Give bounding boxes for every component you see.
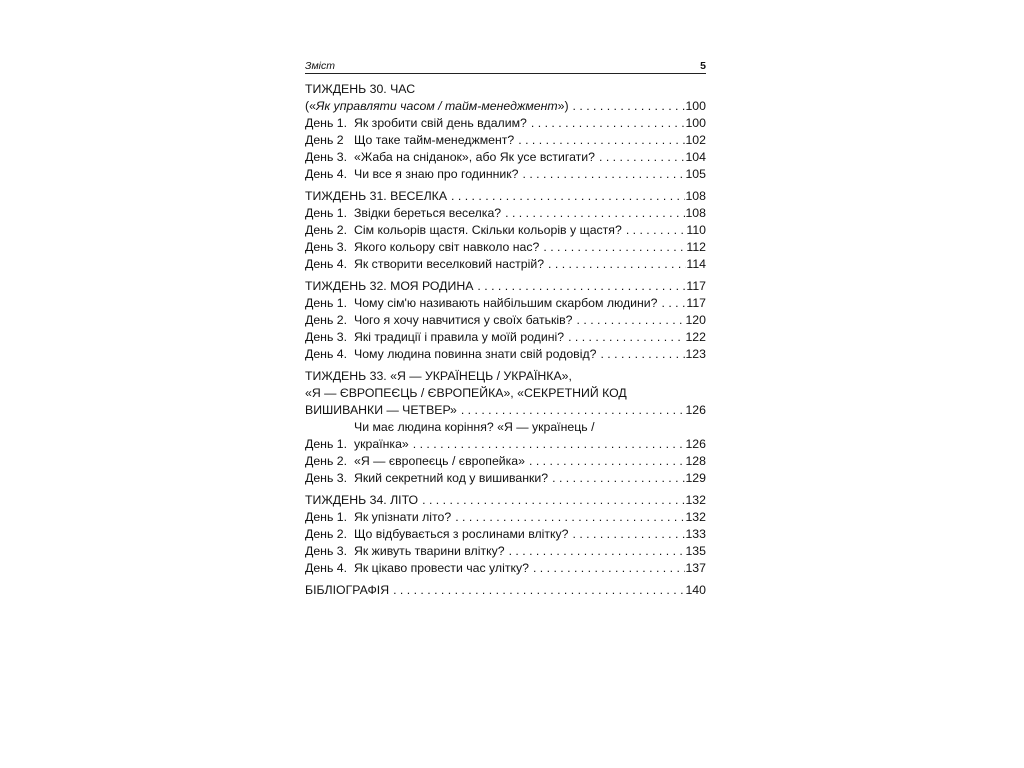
dot-leader (539, 239, 686, 256)
entry-line (354, 115, 706, 132)
entry-title: Чому сім'ю називають найбільшим скарбом людини? (354, 296, 658, 310)
entry-page-number: 110 (686, 223, 706, 237)
toc-section (305, 188, 706, 273)
dot-leader (409, 436, 686, 453)
entry-page-number: 114 (686, 257, 706, 271)
dot-leader (569, 98, 686, 115)
entry-body (354, 560, 706, 577)
entry-line (354, 149, 706, 166)
toc-entry (305, 453, 706, 470)
dot-leader (501, 205, 685, 222)
entry-line (354, 470, 706, 487)
toc-entry (305, 132, 706, 149)
dot-leader (529, 560, 686, 577)
entry-title: Які традиції і правила у моїй родині? (354, 330, 565, 344)
section-page-number: 117 (686, 279, 706, 293)
entry-title: Чого я хочу навчитися у своїх батьків? (354, 313, 573, 327)
section-heading (305, 188, 706, 205)
section-heading-text (305, 278, 473, 295)
dot-leader (544, 256, 686, 273)
entry-line (354, 205, 706, 222)
toc-entry (305, 205, 706, 222)
toc-entry (305, 149, 706, 166)
entry-page-number: 126 (685, 437, 706, 451)
entry-title: Чому людина повинна знати свій родовід? (354, 347, 597, 361)
entry-day-label: День 3. (305, 544, 348, 558)
dot-leader (525, 453, 685, 470)
entry-body (354, 256, 706, 273)
section-heading-text (305, 98, 569, 115)
section-heading (305, 582, 706, 599)
entry-title: Який секретний код у вишиванки? (354, 471, 549, 485)
entry-line (354, 295, 706, 312)
entry-title: Що відбувається з рослинами влітку? (354, 527, 569, 541)
entry-day-label: День 1. (305, 116, 348, 130)
toc-entry (305, 295, 706, 312)
toc-entry (305, 239, 706, 256)
entry-body (354, 239, 706, 256)
heading-text-post: ») (557, 99, 569, 113)
section-page-number: 140 (685, 583, 706, 597)
entry-day-label: День 3. (305, 150, 348, 164)
entry-title: «Я — європеєць / європейка» (354, 454, 525, 468)
entry-line (354, 256, 706, 273)
section-page-number: 108 (685, 189, 706, 203)
dot-leader (658, 295, 687, 312)
entry-line (354, 239, 706, 256)
toc-entry (305, 419, 706, 453)
heading-text-italic: Як управляти часом / тайм-менеджмент (315, 99, 558, 113)
entry-body (354, 346, 706, 363)
toc-entry (305, 115, 706, 132)
toc-entry (305, 470, 706, 487)
dot-leader (473, 278, 686, 295)
dot-leader (505, 543, 686, 560)
entry-body (354, 222, 706, 239)
entry-page-number: 100 (685, 116, 706, 130)
toc-section (305, 81, 706, 183)
entry-body (354, 329, 706, 346)
toc-entry (305, 526, 706, 543)
toc-section (305, 492, 706, 577)
entry-body (354, 312, 706, 329)
section-heading (305, 402, 706, 419)
header-page-number: 5 (700, 60, 706, 72)
entry-page-number: 123 (685, 347, 706, 361)
entry-title: «Жаба на сніданок», або Як усе встигати? (354, 150, 595, 164)
entry-line (354, 436, 706, 453)
entry-body (354, 132, 706, 149)
dot-leader (573, 312, 686, 329)
dot-leader (596, 346, 685, 363)
section-heading-line: «Я — ЄВРОПЕЄЦЬ / ЄВРОПЕЙКА», «СЕКРЕТНИЙ КОД (305, 386, 627, 400)
heading-text-pre: ВИШИВАНКИ — ЧЕТВЕР» (305, 403, 457, 417)
entry-day-label: День 4. (305, 167, 348, 181)
entry-page-number: 104 (685, 150, 706, 164)
entry-line (354, 509, 706, 526)
dot-leader (514, 132, 685, 149)
heading-text-pre: ТИЖДЕНЬ 31. ВЕСЕЛКА (305, 189, 448, 203)
section-heading-line: ТИЖДЕНЬ 33. «Я — УКРАЇНЕЦЬ / УКРАЇНКА», (305, 369, 572, 383)
entry-title: Якого кольору світ навколо нас? (354, 240, 540, 254)
section-heading (305, 492, 706, 509)
toc-entry (305, 222, 706, 239)
entry-body (354, 166, 706, 183)
toc-entry (305, 543, 706, 560)
toc-section (305, 582, 706, 599)
toc-entry (305, 166, 706, 183)
entry-body (354, 453, 706, 470)
entry-day-label: День 4. (305, 561, 348, 575)
heading-text-pre: (« (305, 99, 316, 113)
dot-leader (622, 222, 687, 239)
entry-page-number: 108 (685, 206, 706, 220)
entry-title: Чи все я знаю про годинник? (354, 167, 519, 181)
entry-day-label: День 2. (305, 223, 348, 237)
entry-day-label: День 2 (305, 133, 344, 147)
entry-title: Що таке тайм-менеджмент? (354, 133, 515, 147)
entry-body (354, 115, 706, 132)
dot-leader (564, 329, 685, 346)
entry-day-label: День 2. (305, 527, 348, 541)
toc-entry (305, 346, 706, 363)
dot-leader (519, 166, 686, 183)
table-of-contents (305, 81, 706, 599)
entry-day-label: День 1. (305, 437, 348, 451)
entry-line (354, 543, 706, 560)
entry-day-label: День 3. (305, 240, 348, 254)
dot-leader (451, 509, 685, 526)
entry-page-number: 137 (685, 561, 706, 575)
entry-line (354, 329, 706, 346)
entry-title: Сім кольорів щастя. Скільки кольорів у щастя? (354, 223, 622, 237)
entry-line (354, 346, 706, 363)
entry-day-label: День 2. (305, 313, 348, 327)
entry-body (354, 419, 706, 453)
dot-leader (595, 149, 685, 166)
toc-section (305, 368, 706, 487)
entry-page-number: 117 (686, 296, 706, 310)
entry-title: Як створити веселковий настрій? (354, 257, 545, 271)
section-page-number: 100 (685, 99, 706, 113)
entry-line (354, 222, 706, 239)
entry-day-label: День 1. (305, 296, 348, 310)
toc-entry (305, 312, 706, 329)
section-page-number: 126 (685, 403, 706, 417)
entry-title: Як упізнати літо? (354, 510, 452, 524)
entry-title: Як цікаво провести час улітку? (354, 561, 529, 575)
page-header (305, 56, 706, 74)
section-heading-text (305, 402, 457, 419)
toc-entry (305, 329, 706, 346)
section-heading (305, 278, 706, 295)
entry-page-number: 128 (685, 454, 706, 468)
heading-text-pre: ТИЖДЕНЬ 32. МОЯ РОДИНА (305, 279, 474, 293)
dot-leader (418, 492, 685, 509)
entry-title: Як зробити свій день вдалим? (354, 116, 527, 130)
header-title: Зміст (305, 60, 335, 72)
entry-line (354, 166, 706, 183)
entry-body (354, 149, 706, 166)
entry-body (354, 205, 706, 222)
dot-leader (569, 526, 686, 543)
entry-line (354, 526, 706, 543)
entry-line (354, 453, 706, 470)
entry-page-number: 112 (686, 240, 706, 254)
entry-body (354, 295, 706, 312)
entry-page-number: 122 (685, 330, 706, 344)
entry-day-label: День 2. (305, 454, 348, 468)
entry-body (354, 526, 706, 543)
entry-title: українка» (354, 437, 409, 451)
entry-body (354, 470, 706, 487)
entry-day-label: День 3. (305, 471, 348, 485)
toc-section (305, 278, 706, 363)
toc-entry (305, 509, 706, 526)
entry-line (354, 132, 706, 149)
entry-body (354, 543, 706, 560)
entry-day-label: День 4. (305, 257, 348, 271)
heading-text-pre: БІБЛІОГРАФІЯ (305, 583, 390, 597)
entry-page-number: 105 (685, 167, 706, 181)
section-heading-text (305, 582, 389, 599)
heading-text-pre: ТИЖДЕНЬ 34. ЛІТО (305, 493, 419, 507)
section-page-number: 132 (685, 493, 706, 507)
entry-day-label: День 1. (305, 510, 348, 524)
entry-title-line: Чи має людина коріння? «Я — українець / (354, 420, 595, 434)
toc-entry (305, 560, 706, 577)
entry-line (354, 312, 706, 329)
entry-page-number: 120 (685, 313, 706, 327)
toc-entry (305, 256, 706, 273)
dot-leader (527, 115, 686, 132)
entry-page-number: 135 (685, 544, 706, 558)
dot-leader (389, 582, 685, 599)
section-heading-text (305, 188, 447, 205)
entry-day-label: День 1. (305, 206, 348, 220)
entry-page-number: 129 (685, 471, 706, 485)
entry-page-number: 102 (685, 133, 706, 147)
dot-leader (548, 470, 685, 487)
section-heading (305, 98, 706, 115)
entry-line (354, 560, 706, 577)
entry-title: Як живуть тварини влітку? (354, 544, 505, 558)
entry-page-number: 133 (685, 527, 706, 541)
section-heading-text (305, 492, 418, 509)
entry-body (354, 509, 706, 526)
entry-page-number: 132 (685, 510, 706, 524)
toc-page (305, 56, 706, 604)
dot-leader (447, 188, 685, 205)
entry-title: Звідки береться веселка? (354, 206, 502, 220)
section-heading-line: ТИЖДЕНЬ 30. ЧАС (305, 82, 416, 96)
entry-day-label: День 3. (305, 330, 348, 344)
dot-leader (457, 402, 686, 419)
entry-day-label: День 4. (305, 347, 348, 361)
